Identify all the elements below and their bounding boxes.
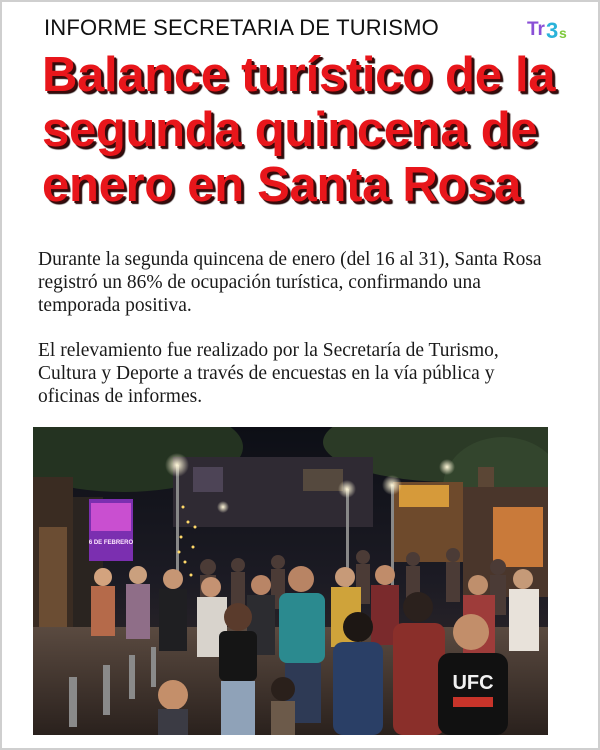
article-paragraph-1: Durante la segunda quincena de enero (del 16 al 31), Santa Rosa registró un 86% de ocupación turística, confirmando una temporada positiva. <box>38 249 542 316</box>
article-paragraph-2: El relevamiento fue realizado por la Secretaría de Turismo, Cultura y Deporte a través de encuestas en la vía pública y oficinas de informes. <box>38 340 499 407</box>
svg-text:3: 3 <box>546 18 559 43</box>
headline-line-2: segunda quincena de <box>42 103 538 157</box>
headline-line-3: enero en Santa Rosa <box>42 158 522 212</box>
svg-text:Tr: Tr <box>527 19 545 40</box>
ufc-shirt-text: UFC <box>452 672 494 694</box>
street-crowd-photo <box>33 427 548 735</box>
headline-line-1: Balance turístico de la <box>42 48 556 102</box>
headline <box>42 48 572 213</box>
section-kicker: INFORME SECRETARIA DE TURISMO <box>44 15 439 40</box>
tr3s-logo <box>526 13 570 43</box>
svg-text:s: s <box>559 25 567 41</box>
sign-text: 6 DE FEBRERO <box>88 540 134 546</box>
